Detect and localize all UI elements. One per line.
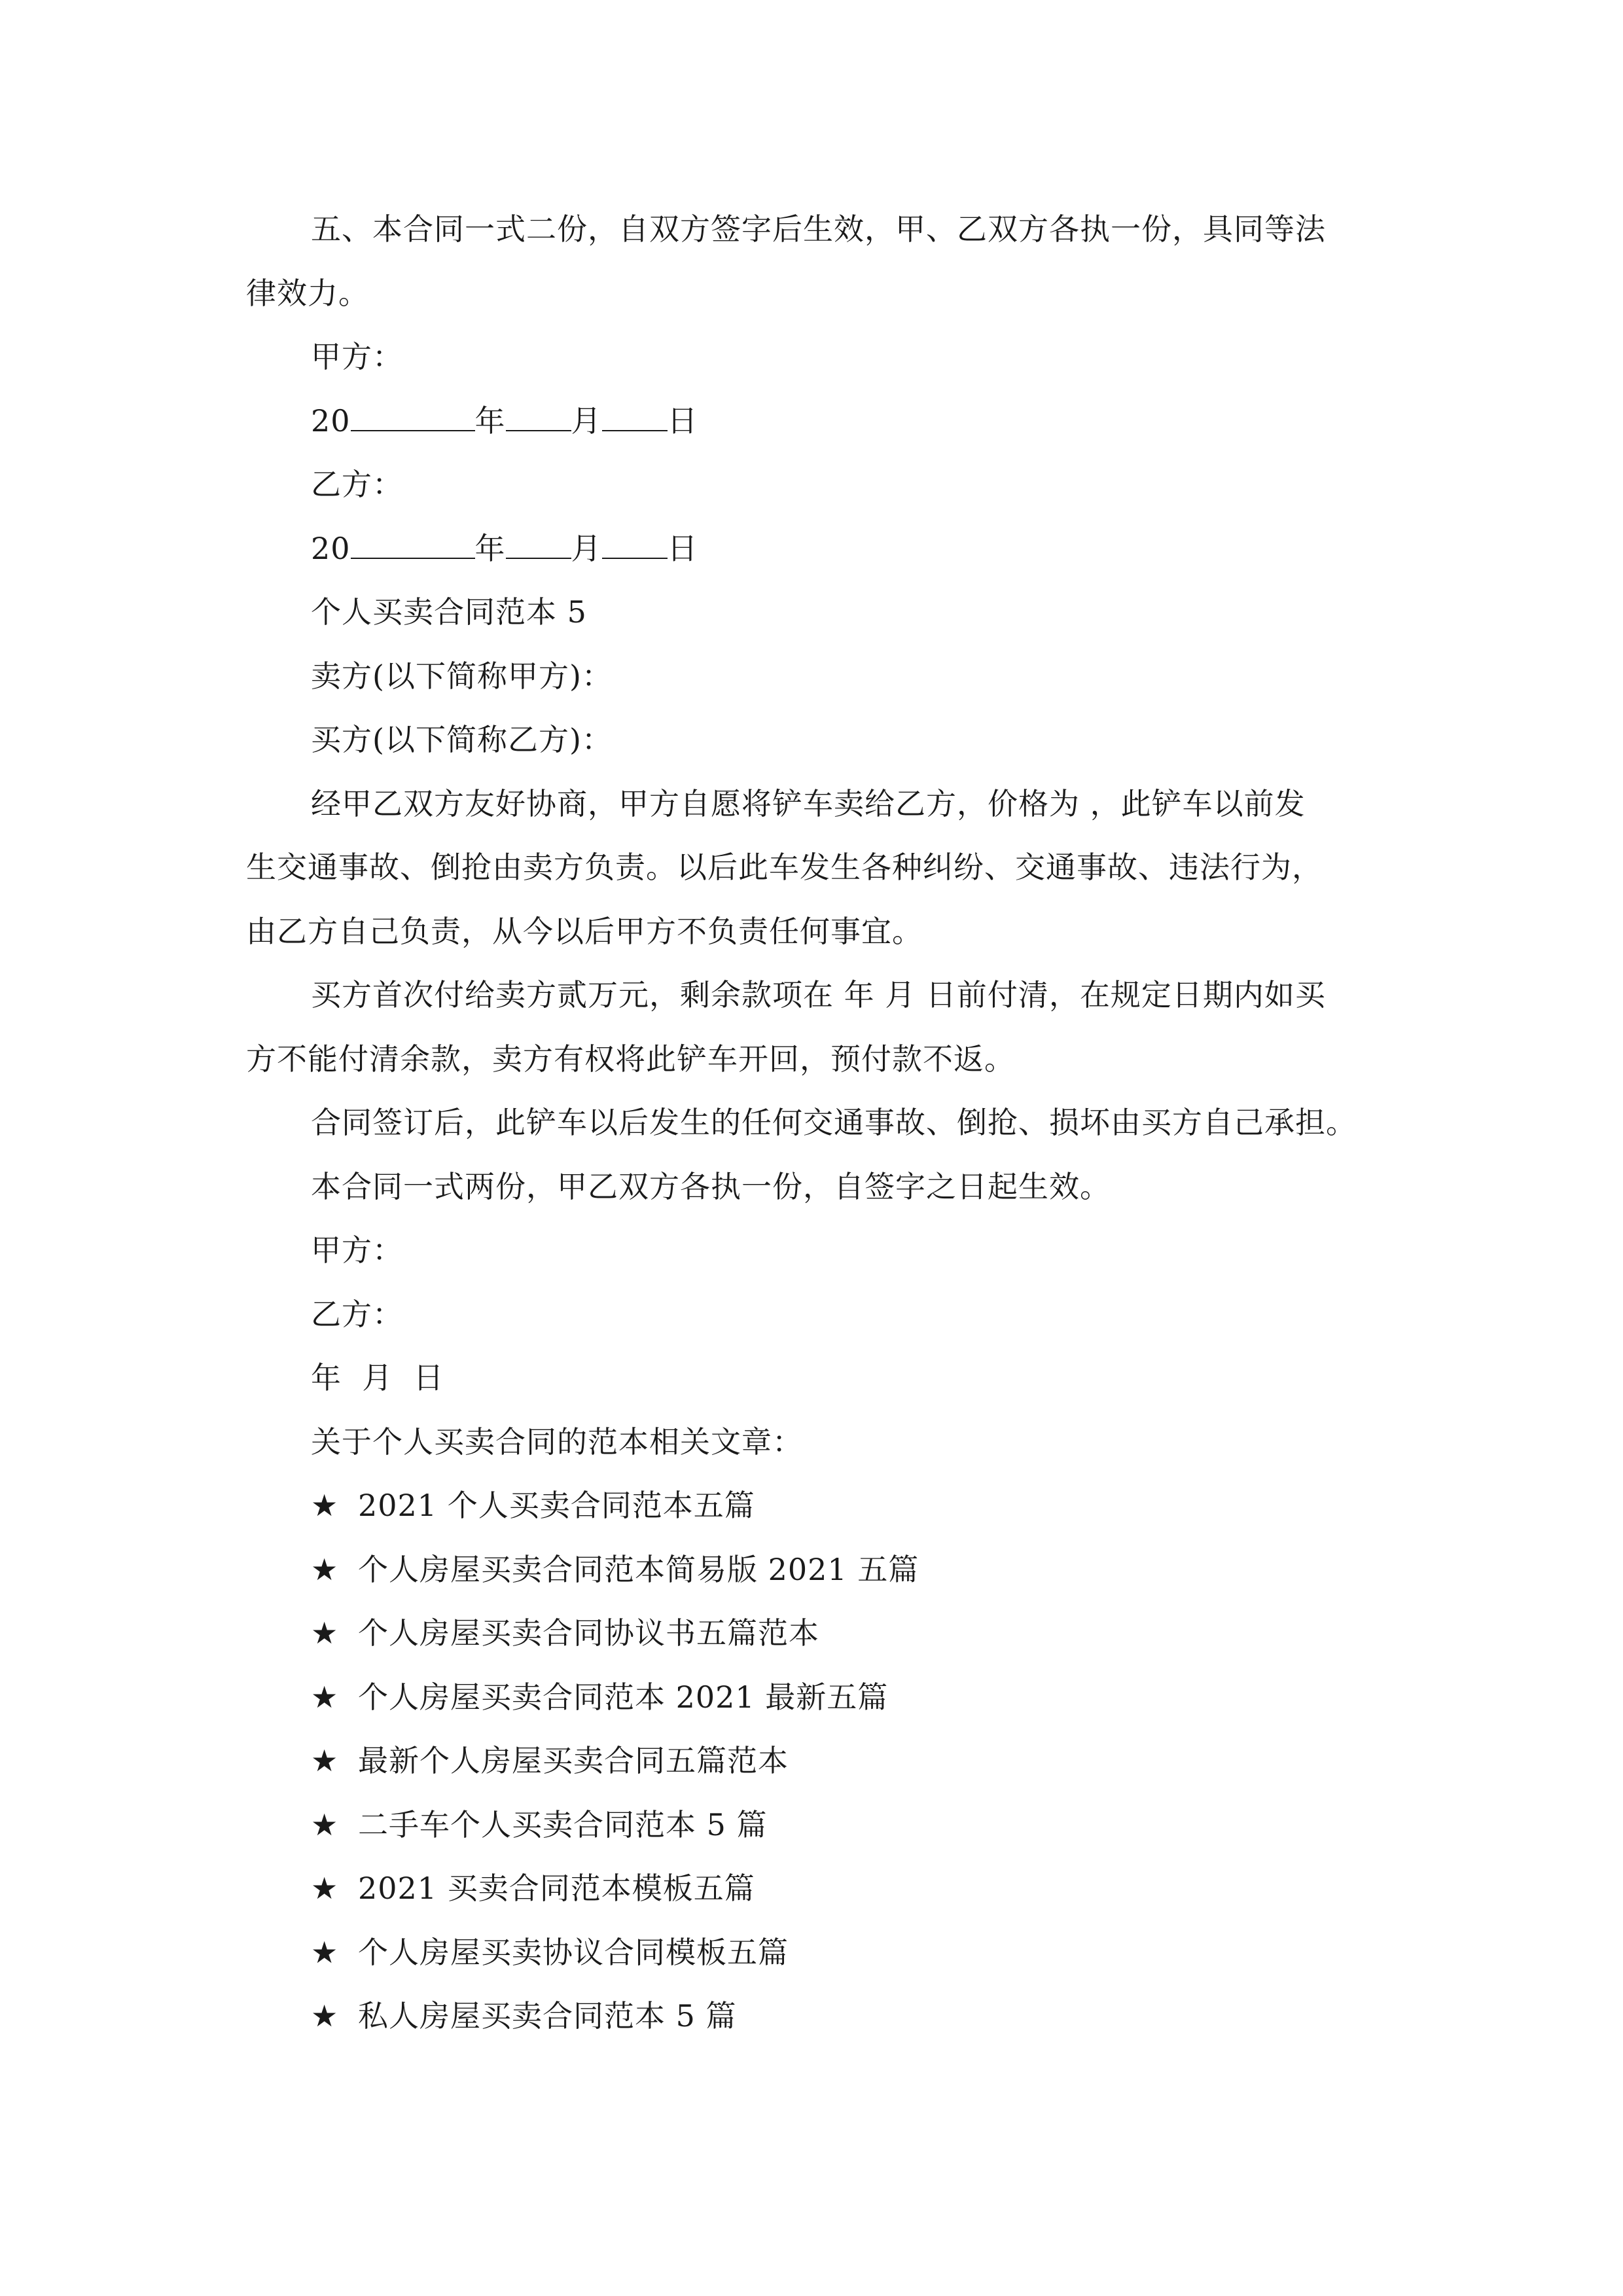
day-label: 日 [667, 403, 698, 439]
related-item-label[interactable]: 二手车个人买卖合同范本 5 篇 [358, 1807, 768, 1842]
year-blank [351, 393, 475, 431]
party-b-label-1: 乙方： [311, 467, 403, 502]
star-icon: ★ [311, 1998, 339, 2034]
star-icon: ★ [311, 1871, 339, 1906]
date-prefix: 20 [311, 403, 351, 439]
para4: 本合同一式两份，甲乙双方各执一份，自签字之日起生效。 [311, 1169, 1111, 1204]
party-a-label-2: 甲方： [311, 1232, 403, 1268]
related-item[interactable] [311, 1920, 1450, 1984]
star-icon: ★ [311, 1807, 339, 1842]
clause-five-line2: 律效力。 [246, 276, 369, 311]
party-b-label-2: 乙方： [311, 1297, 403, 1332]
star-icon: ★ [311, 1935, 339, 1970]
related-item-label[interactable]: 2021 买卖合同范本模板五篇 [358, 1871, 755, 1906]
star-icon: ★ [311, 1679, 339, 1715]
year-label: 年 [474, 403, 506, 439]
para2-line1: 买方首次付给卖方贰万元，剩余款项在 年 月 日前付清，在规定日期内如买 [311, 977, 1326, 1013]
related-item-label[interactable]: 个人房屋买卖合同范本 2021 最新五篇 [358, 1679, 889, 1715]
year-blank [351, 521, 475, 559]
para3: 合同签订后，此铲车以后发生的任何交通事故、倒抢、损坏由买方自己承担。 [311, 1105, 1357, 1140]
party-a-label-1: 甲方： [311, 339, 403, 374]
related-item[interactable] [311, 1984, 1450, 2048]
month-label: 月 [571, 403, 602, 439]
year-label: 年 [474, 531, 506, 566]
para1-line2: 生交通事故、倒抢由卖方负责。以后此车发生各种纠纷、交通事故、违法行为， [246, 850, 1323, 885]
clause-five-line1: 五、本合同一式二份，自双方签字后生效，甲、乙双方各执一份，具同等法 [311, 211, 1326, 247]
date-line-c: 年 月 日 [311, 1360, 444, 1395]
date-line-a [311, 389, 1450, 453]
star-icon: ★ [311, 1743, 339, 1778]
related-item-label[interactable]: 最新个人房屋买卖合同五篇范本 [358, 1743, 789, 1778]
contract5-title: 个人买卖合同范本 5 [311, 594, 587, 630]
date-line-b [311, 516, 1450, 581]
day-blank [602, 393, 668, 431]
para1-line3: 由乙方自己负责，从今以后甲方不负责任何事宜。 [246, 914, 923, 949]
day-label: 日 [667, 531, 698, 566]
month-label: 月 [571, 531, 602, 566]
buyer-label: 买方(以下简称乙方)： [311, 722, 613, 757]
seller-label: 卖方(以下简称甲方)： [311, 658, 613, 694]
related-item-label[interactable]: 2021 个人买卖合同范本五篇 [358, 1488, 755, 1523]
related-heading: 关于个人买卖合同的范本相关文章： [311, 1424, 803, 1460]
related-item[interactable] [311, 1729, 1450, 1793]
star-icon: ★ [311, 1488, 339, 1523]
related-item[interactable] [311, 1665, 1450, 1729]
date-prefix: 20 [311, 531, 351, 566]
related-item[interactable] [311, 1537, 1450, 1602]
related-item[interactable] [311, 1601, 1450, 1665]
day-blank [602, 521, 668, 559]
star-icon: ★ [311, 1552, 339, 1587]
related-item-label[interactable]: 个人房屋买卖协议合同模板五篇 [358, 1935, 789, 1970]
para1-line1: 经甲乙双方友好协商，甲方自愿将铲车卖给乙方，价格为 ，此铲车以前发 [311, 786, 1306, 821]
star-icon: ★ [311, 1615, 339, 1651]
related-item-label[interactable]: 个人房屋买卖合同协议书五篇范本 [358, 1615, 819, 1651]
related-item-label[interactable]: 私人房屋买卖合同范本 5 篇 [358, 1998, 737, 2034]
related-item[interactable] [311, 1793, 1450, 1857]
related-item[interactable] [311, 1473, 1450, 1537]
related-item-label[interactable]: 个人房屋买卖合同范本简易版 2021 五篇 [358, 1552, 919, 1587]
month-blank [506, 393, 571, 431]
month-blank [506, 521, 571, 559]
para2-line2: 方不能付清余款，卖方有权将此铲车开回，预付款不返。 [246, 1041, 1015, 1077]
related-item[interactable] [311, 1856, 1450, 1920]
